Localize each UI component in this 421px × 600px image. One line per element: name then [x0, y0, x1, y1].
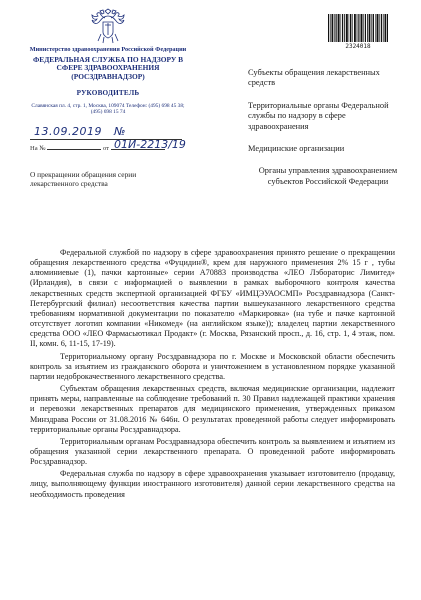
registration-date: 13.09.2019: [34, 125, 102, 138]
service-name: ФЕДЕРАЛЬНАЯ СЛУЖБА ПО НАДЗОРУ В СФЕРЕ ЗДРАВООХРАНЕНИЯ (РОСЗДРАВНАДЗОР): [32, 55, 184, 81]
letter-body: [30, 248, 395, 502]
letter-subject: О прекращении обращения серии лекарственного средства: [30, 170, 137, 188]
addressee-item: Медицинские организации: [248, 144, 345, 154]
registration-number: № 01И-2213/19: [114, 125, 186, 151]
addressees: [248, 68, 408, 199]
letterhead: [28, 8, 188, 116]
body-paragraph: Субъектам обращения лекарственных средств, включая медицинские организации, надлежит принять меры, направленные на соблюдение требований п. 30 Правил надлежащей практики хранения и перевозки лекарственных препаратов для медицинского применения, утвержденных приказом Минздрава России от 31.08.2016 № 646н. О результатах проведенной работы следует информировать территориальные органы Росздравнадзора.: [30, 384, 395, 434]
double-headed-eagle-emblem-icon: [91, 8, 125, 44]
signatory-title: РУКОВОДИТЕЛЬ: [76, 88, 140, 97]
reference-from-label: от: [102, 145, 110, 152]
body-paragraph: Территориальным органам Росздравнадзора обеспечить контроль за выявлением и изъятием из обращения указанной серии лекарственного препарата. О проведенной работе информировать Росздравнадзор.: [30, 436, 395, 467]
body-paragraph: Территориальному органу Росздравнадзора по г. Москве и Московской области обеспечить контроль за изъятием из гражданского оборота и уничтожением в установленном порядке указанной партии недоброкачественного лекарственного средства.: [30, 351, 395, 381]
address: Славянская пл. 4, стр. 1, Москва, 109074 Телефон: (495) 698 45 38; (495) 698 15 74: [31, 102, 185, 116]
reference-line: [30, 143, 180, 152]
reference-prefix: На №: [30, 145, 46, 152]
reference-number-blank: [47, 143, 101, 150]
addressee-item: Органы управления здравоохранением субъектов Российской Федерации: [258, 166, 398, 186]
addressee-item: Субъекты обращения лекарственных средств: [248, 68, 380, 88]
ministry-name: Министерство здравоохранения Российской Федерации: [29, 46, 187, 53]
reference-date-blank: [111, 143, 165, 150]
addressee-item: Территориальные органы Федеральной службы по надзору в сфере здравоохранения: [248, 100, 389, 131]
barcode-number: 2324018: [345, 43, 371, 50]
body-paragraph: Федеральная служба по надзору в сфере здравоохранения указывает изготовителю (продавцу, лицу, выполняющему функции иностранного изготовителя) данной серии лекарственного средства на необходимость проведения: [30, 469, 395, 499]
body-paragraph: Федеральной службой по надзору в сфере здравоохранения принято решение о прекращении обращения лекарственного средства «Фуцидин®, крем для наружного применения 2% 15 г , тубы алюминиевые (1), пачки картонные» серии A70883 производства «ЛЕО Лэбораторис Лимитед» (Ирландия), в связи с информацией о выявлении в рамках выборочного контроля качества лекарственных средств экспертной организацией ФГБУ «ИМЦЭУАОСМП» Росздравнадзора (Санкт-Петербургский филиал) несоответствия качества партии вышеуказанного лекарственного средства требованиям нормативной документации по показателю «Маркировка» (на тубе и пачке картонной отсутствует логотип компании «Никомед» (на английском языке)); владелец партии лекарственного средства ООО «ЛЕО Фармасьютикал Продакт» (г. Москва, Рязанский просп., д. 16, стр. 1, 4 этаж, пом. II, комн. 6, 11-15, 17-19).: [30, 248, 395, 349]
barcode-icon: [328, 14, 388, 42]
registration-underline: [30, 139, 182, 140]
